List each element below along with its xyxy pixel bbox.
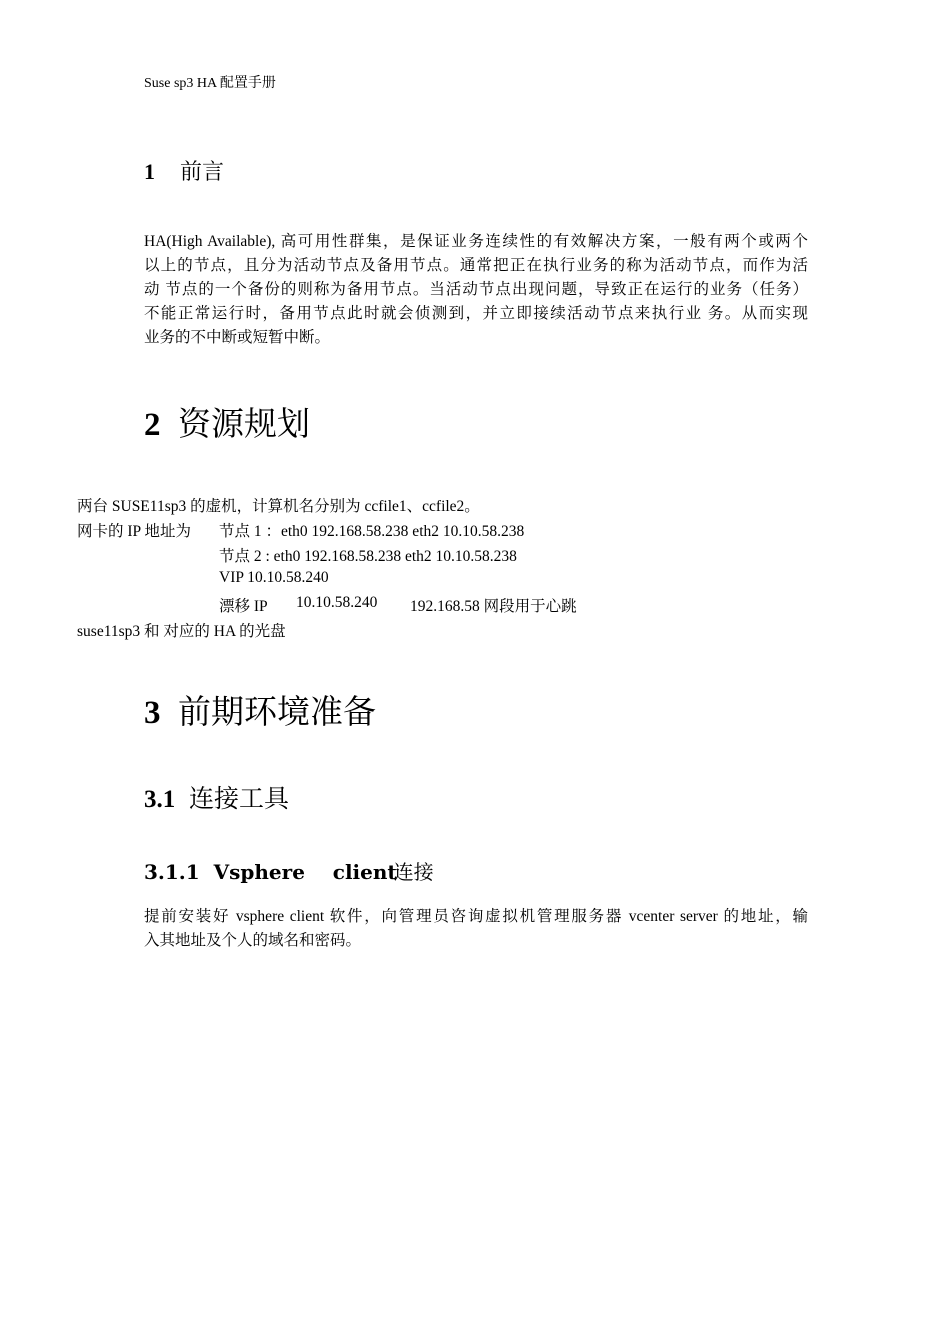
section-3-1-1-heading <box>144 856 434 885</box>
vip-address: VIP 10.10.58.240 <box>219 569 329 586</box>
paragraph-line: HA(High Available), 高可用性群集，是保证业务连续性的有效解决方案，一般有两个或两个 <box>144 233 808 250</box>
section-3-1-heading <box>144 779 289 815</box>
section-3-title: 前期环境准备 <box>178 695 376 731</box>
section-1-number: 1 <box>144 159 155 184</box>
floating-ip-value: 10.10.58.240 <box>296 594 378 611</box>
node-1-addresses: 节点 1 ：eth0 192.168.58.238 eth2 10.10.58.238 <box>219 523 525 540</box>
section-2-heading <box>144 398 310 445</box>
heartbeat-note: 192.168.58 网段用于心跳 <box>410 598 577 615</box>
paragraph-line: 提前安装好 vsphere client 软件，向管理员咨询虚拟机管理服务器 vcenter server 的地址，输 <box>144 908 808 925</box>
section-3-1-1-title-en: Vsphere client <box>213 860 397 884</box>
paragraph-line: 动 节点的一个备份的则称为备用节点。当活动节点出现问题，导致正在运行的业务（任务） <box>144 281 808 298</box>
paragraph-line: 入其地址及个人的域名和密码。 <box>144 932 362 949</box>
paragraph-line: 以上的节点，且分为活动节点及备用节点。通常把正在执行业务的称为活动节点，而作为活 <box>144 257 808 274</box>
section-3-1-number: 3.1 <box>144 786 176 813</box>
install-disc-note: suse11sp3 和 对应的 HA 的光盘 <box>77 623 286 640</box>
section-3-1-1-paragraph <box>144 905 808 953</box>
section-3-1-title: 连接工具 <box>189 786 290 813</box>
section-2-number: 2 <box>144 407 161 443</box>
floating-ip-label: 漂移 IP <box>219 598 268 615</box>
paragraph-line: 业务的不中断或短暂中断。 <box>144 329 331 346</box>
section-3-number: 3 <box>144 695 161 731</box>
section-3-1-1-title-zh: 连接 <box>393 862 434 884</box>
section-1-paragraph <box>144 230 808 350</box>
paragraph-line: 不能正常运行时，备用节点此时就会侦测到，并立即接续活动节点来执行业 务。从而实现 <box>144 305 808 322</box>
nic-label: 网卡的 IP 地址为 <box>77 523 191 540</box>
section-3-heading <box>144 686 376 733</box>
section-1-title: 前言 <box>180 159 225 184</box>
section-3-1-1-number: 3.1.1 <box>144 860 200 884</box>
section-1-heading <box>144 155 224 186</box>
document-header: Suse sp3 HA 配置手册 <box>144 76 276 91</box>
section-2-title: 资源规划 <box>178 407 310 443</box>
vm-description: 两台 SUSE11sp3 的虚机，计算机名分别为 ccfile1、ccfile2。 <box>77 498 480 515</box>
node-2-addresses: 节点 2 : eth0 192.168.58.238 eth2 10.10.58.238 <box>219 548 517 565</box>
